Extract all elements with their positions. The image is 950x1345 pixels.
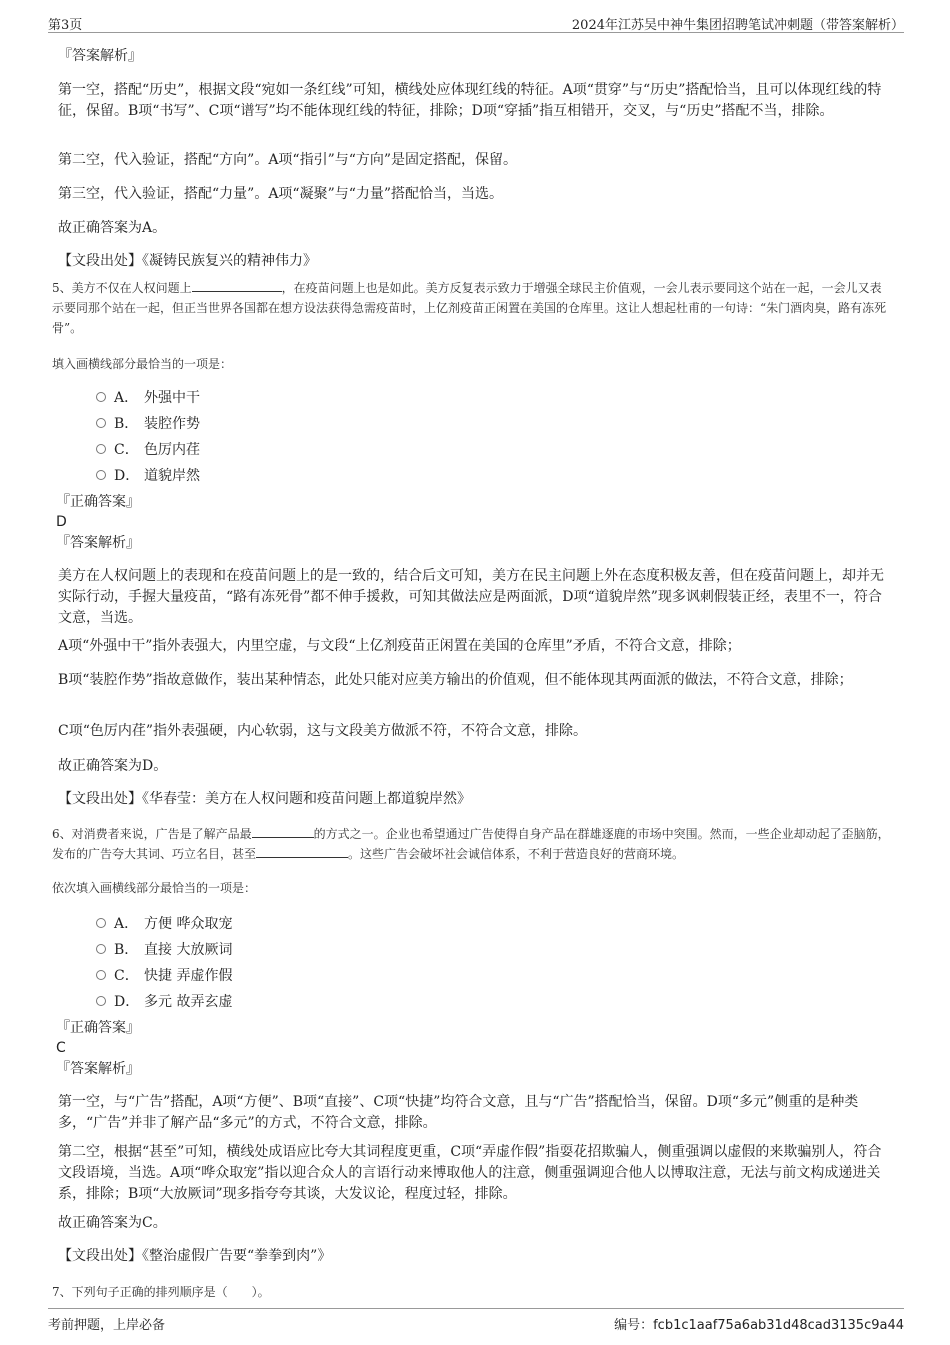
option-c[interactable]: C． 色厉内荏 <box>96 440 200 460</box>
correct-answer-label: 『正确答案』 <box>56 1020 140 1036</box>
option-a[interactable]: A． 方便 哗众取宠 <box>96 914 232 934</box>
page-number: 第3页 <box>48 18 83 33</box>
option-b[interactable]: B． 直接 大放厥词 <box>96 940 232 960</box>
correct-answer: C <box>56 1040 66 1056</box>
radio-icon[interactable] <box>96 970 106 980</box>
analysis-label: 『答案解析』 <box>56 535 140 551</box>
source-citation: 【文段出处】《凝铸民族复兴的精神伟力》 <box>58 253 317 269</box>
radio-icon[interactable] <box>96 996 106 1006</box>
option-b[interactable]: B． 装腔作势 <box>96 414 200 434</box>
analysis-paragraph: 第三空，代入验证，搭配“力量”。A项“凝聚”与“力量”搭配恰当，当选。 <box>58 186 504 202</box>
radio-icon[interactable] <box>96 444 106 454</box>
option-d[interactable]: D． 多元 故弄玄虚 <box>96 992 232 1012</box>
correct-answer: D <box>56 514 67 530</box>
analysis-paragraph: A项“外强中干”指外表强大，内里空虚，与文段“上亿剂疫苗正闲置在美国的仓库里”矛盾，不符合文意，排除； <box>58 638 741 654</box>
source-citation: 【文段出处】《整治虚假广告要“拳拳到肉”》 <box>58 1248 332 1264</box>
analysis-label: 『答案解析』 <box>56 1061 140 1077</box>
page-header <box>48 12 904 33</box>
question-prompt: 填入画横线部分最恰当的一项是： <box>52 357 233 371</box>
analysis-paragraph: 第一空，与“广告”搭配，A项“方便”、B项“直接”、C项“快捷”均符合文意，且与“广告”搭配恰当，保留。D项“多元”侧重的是种类多，“广告”并非了解产品“多元”的方式，不符合文意，排除。 <box>58 1094 859 1131</box>
analysis-paragraph: 第二空，代入验证，搭配“方向”。A项“指引”与“方向”是固定搭配，保留。 <box>58 152 518 168</box>
question-7-stem: 7、下列句子正确的排列顺序是（ ）。 <box>52 1285 270 1299</box>
radio-icon[interactable] <box>96 392 106 402</box>
analysis-paragraph: B项“装腔作势”指故意做作，装出某种情态，此处只能对应美方输出的价值观，但不能体现其两面派的做法，不符合文意，排除； <box>58 672 853 688</box>
option-d[interactable]: D． 道貌岸然 <box>96 466 200 486</box>
fill-blank <box>192 279 282 292</box>
page-footer <box>48 1308 904 1331</box>
document-title: 2024年江苏吴中神牛集团招聘笔试冲刺题（带答案解析） <box>571 18 904 33</box>
analysis-paragraph: 第一空，搭配“历史”，根据文段“宛如一条红线”可知，横线处应体现红线的特征。A项“贯穿”与“历史”搭配恰当，且可以体现红线的特征，保留。B项“书写”、C项“谱写”均不能体现红线的特征，排除；D项“穿插”指互相错开，交叉，与“历史”搭配不当，排除。 <box>58 82 882 119</box>
answer-conclusion: 故正确答案为C。 <box>58 1215 167 1231</box>
answer-conclusion: 故正确答案为A。 <box>58 220 167 236</box>
question-6-stem: 6、对消费者来说，广告是了解产品最 的方式之一。企业也希望通过广告使得自身产品在群雄逐鹿的市场中突围。然而，一些企业却动起了歪脑筋，发布的广告夸大其词、巧立名目，甚至 。这些广告会破坏社会诚信体系，不利于营造良好的营商环境。 <box>52 827 890 861</box>
radio-icon[interactable] <box>96 470 106 480</box>
analysis-paragraph: 第二空，根据“甚至”可知，横线处成语应比夸大其词程度更重，C项“弄虚作假”指耍花招欺骗人，侧重强调以虚假的来欺骗别人，符合文段语境，当选。A项“哗众取宠”指以迎合众人的言语行动来博取他人的注意，侧重强调迎合他人以博取注意，无法与前文构成递进关系，排除；B项“大放厥词”现多指夸夸其谈，大发议论，程度过轻，排除。 <box>58 1144 882 1202</box>
answer-conclusion: 故正确答案为D。 <box>58 758 168 774</box>
fill-blank <box>252 825 314 838</box>
analysis-label: 『答案解析』 <box>58 48 142 64</box>
correct-answer-label: 『正确答案』 <box>56 494 140 510</box>
radio-icon[interactable] <box>96 418 106 428</box>
analysis-paragraph: C项“色厉内荏”指外表强硬，内心软弱，这与文段美方做派不符，不符合文意，排除。 <box>58 723 588 739</box>
document-id: 编号：fcb1c1aaf75a6ab31d48cad3135c9a44 <box>614 1318 904 1333</box>
footer-slogan: 考前押题，上岸必备 <box>48 1318 166 1333</box>
radio-icon[interactable] <box>96 944 106 954</box>
question-prompt: 依次填入画横线部分最恰当的一项是： <box>52 881 257 895</box>
source-citation: 【文段出处】《华春莹：美方在人权问题和疫苗问题上都道貌岸然》 <box>58 791 471 807</box>
option-c[interactable]: C． 快捷 弄虚作假 <box>96 966 232 986</box>
option-a[interactable]: A． 外强中干 <box>96 388 200 408</box>
analysis-paragraph: 美方在人权问题上的表现和在疫苗问题上的是一致的，结合后文可知，美方在民主问题上外在态度积极友善，但在疫苗问题上，却并无实际行动，手握大量疫苗，“路有冻死骨”都不伸手援救，可知其做法应是两面派，D项“道貌岸然”现多讽刺假装正经，表里不一，符合文意，当选。 <box>58 568 884 626</box>
fill-blank <box>256 845 348 858</box>
question-5-stem: 5、美方不仅在人权问题上 ，在疫苗问题上也是如此。美方反复表示致力于增强全球民主价值观，一会儿表示要同这个站在一起，一会儿又表示要同那个站在一起，但正当世界各国都在想方设法获得急需疫苗时，上亿剂疫苗正闲置在美国的仓库里。这让人想起杜甫的一句诗：“朱门酒肉臭，路有冻死骨”。 <box>52 281 887 335</box>
radio-icon[interactable] <box>96 918 106 928</box>
